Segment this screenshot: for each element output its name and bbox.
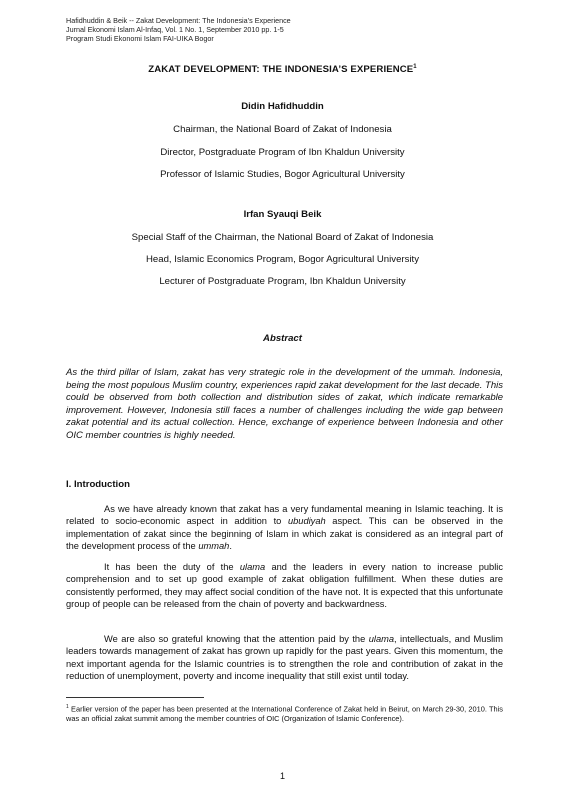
author-1-affiliation-1: Chairman, the National Board of Zakat of Indonesia — [173, 124, 392, 135]
author-2-affiliation-2: Head, Islamic Economics Program, Bogor Agricultural University — [146, 254, 419, 265]
running-header — [66, 16, 291, 43]
footnote — [66, 702, 503, 724]
author-2-affiliation-3: Lecturer of Postgraduate Program, Ibn Khaldun University — [159, 276, 406, 287]
footnote-text: Earlier version of the paper has been presented at the International Conference of Zakat held in Beirut, on March 29-30, 2010. This was an official zakat summit among the member countries of OIC (Organization of Islamic Conference). — [66, 704, 503, 724]
abstract-text: As the third pillar of Islam, zakat has very strategic role in the development of the ummah. Indonesia, being the most populous Muslim country, experiences rapid zakat development for the last decade. This could be observed from both collection and distribution sides of zakat, which indicate remarkable improvement. However, Indonesia still faces a number of challenges including the wide gap between zakat potential and its actual collection. Hence, exchange of experience between Indonesia and other OIC member countries is highly needed. — [66, 367, 503, 441]
paper-title — [0, 64, 565, 75]
author-2-affiliation-1: Special Staff of the Chairman, the National Board of Zakat of Indonesia — [131, 232, 434, 243]
p3-term-ulama: ulama — [368, 634, 395, 644]
section-heading-introduction: I. Introduction — [66, 479, 130, 490]
p2-text-a: It has been the duty of the — [104, 562, 240, 572]
intro-paragraph-2 — [66, 561, 503, 610]
p1-text-a: As we have already known that zakat has a very fundamental meaning in Islamic teaching. It is related to socio-economic aspect in addition to — [66, 504, 503, 527]
author-1-name: Didin Hafidhuddin — [241, 101, 324, 112]
p1-text-e: . — [229, 540, 232, 551]
paper-title-text: ZAKAT DEVELOPMENT: THE INDONESIA’S EXPERIENCE — [148, 64, 414, 76]
author-2-name: Irfan Syauqi Beik — [243, 209, 322, 220]
header-line-1: Hafidhuddin & Beik -- Zakat Development: The Indonesia’s Experience — [66, 16, 291, 25]
author-1-affiliation-2: Director, Postgraduate Program of Ibn Khaldun University — [160, 147, 405, 158]
p1-term-ummah: ummah — [198, 540, 230, 551]
p3-text-c: , intellectuals, and Muslim leaders towards management of zakat has grown up rapidly for the past years. Given this momentum, the next important agenda for the Islamic countries is to strengthen the role and contribution of zakat in the reduction of unemployment, poverty and income inequality that still exist until today. — [66, 634, 503, 681]
abstract-heading: Abstract — [263, 333, 302, 344]
p1-text-c: aspect. This can be observed in the implementation of zakat since the beginning of Islam in which zakat is considered as an integral part of the development process of the — [66, 516, 504, 551]
header-line-3: Program Studi Ekonomi Islam FAI-UIKA Bogor — [66, 34, 214, 43]
intro-paragraph-3 — [66, 633, 503, 682]
title-footnote-mark: 1 — [413, 64, 417, 70]
p3-text-a: We are also so grateful knowing that the attention paid by the — [104, 634, 369, 644]
header-line-2: Jurnal Ekonomi Islam Al-Infaq, Vol. 1 No. 1, September 2010 pp. 1-5 — [66, 25, 284, 34]
footnote-divider — [66, 697, 204, 698]
intro-paragraph-1 — [66, 503, 503, 552]
p2-term-ulama: ulama — [239, 562, 266, 572]
p2-text-c: and the leaders in every nation to increase public comprehension and to set up good example of zakat obligation fulfillment. When these duties are consistently performed, they may affect social condition of the have not. It is expected that this unfortunate group of people can be released from the chain of poverty and backwardness. — [66, 562, 503, 609]
author-1-affiliation-3: Professor of Islamic Studies, Bogor Agricultural University — [160, 169, 405, 180]
footnote-mark: 1 — [66, 704, 69, 710]
p1-term-ubudiyah: ubudiyah — [287, 516, 326, 527]
page-number: 1 — [279, 771, 285, 781]
